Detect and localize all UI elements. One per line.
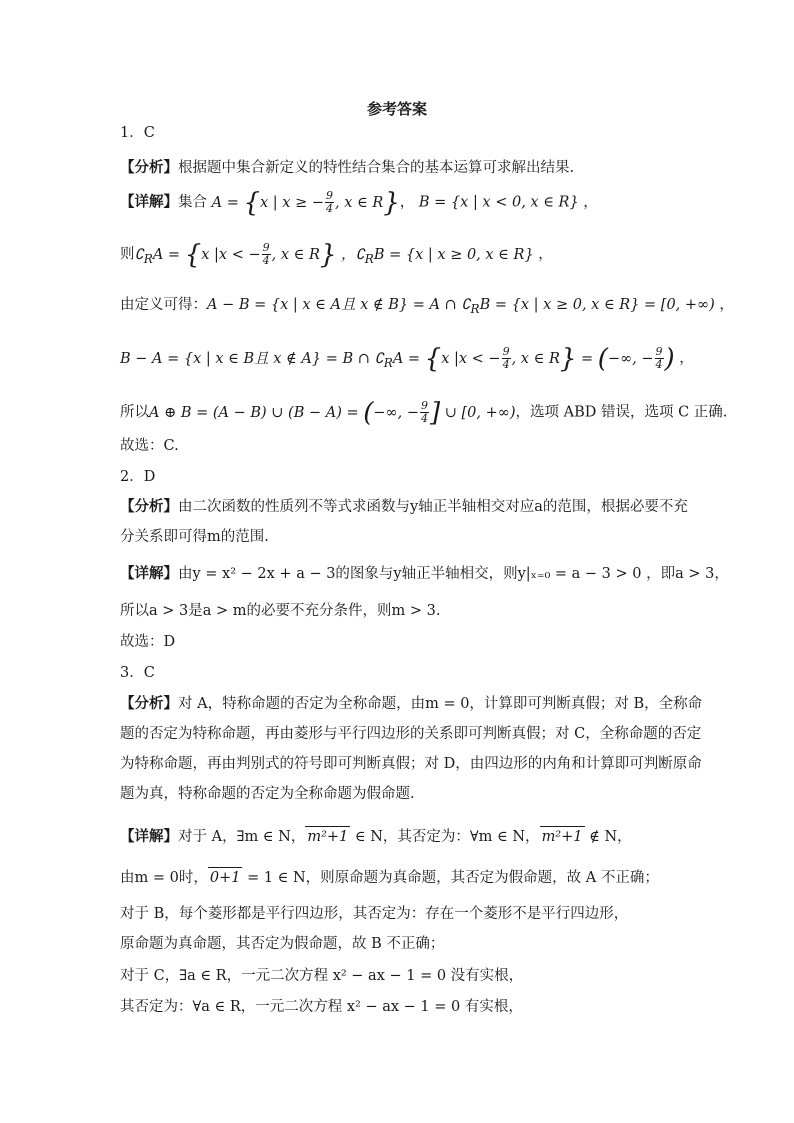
- math-expression: A ⊕ B = (A − B) ∪ (B − A) = (−∞, − $\frac{9}{4}$ ] ∪ [0, +∞): [149, 397, 516, 428]
- q3-detail-line3: 对于 B，每个菱形都是平行四边形，其否定为：存在一个菱形不是平行四边形，: [120, 906, 629, 922]
- q1-detail-line5: [120, 397, 728, 428]
- q1-answer: 故选：C.: [120, 438, 179, 454]
- math-expression: B − A = {x | x ∈ B且 x ∉ A} = B ∩ $∁_RA = \{x$ |x < − $\frac{9}{4}$ , x ∈ R} = (−∞, − $\frac{9}{4}$ ): [120, 343, 675, 374]
- q1-detail-text: 则: [120, 246, 135, 263]
- q2-detail: [120, 564, 729, 584]
- q3-analysis-text: 对 A，特称命题的否定为全称命题，由m = 0，计算即可判断真假；对 B，全称命: [178, 696, 703, 712]
- q2-analysis: [120, 497, 688, 517]
- q3-detail-line6: 其否定为：∀a ∈ R，一元二次方程 x² − ax − 1 = 0 有实根，: [120, 999, 523, 1015]
- q3-detail-text: = 1 ∈ N，则原命题为真命题，其否定为假命题，故 A 不正确；: [247, 870, 659, 886]
- q3-analysis-cont3: 题为真，特称命题的否定为全称命题为假命题.: [120, 786, 415, 802]
- math-expression: A − B = {x | x ∈ A且 x ∉ B} = A ∩ $∁_RB = \{x$ | x ≥ 0, x ∈ R} = [0, +∞): [207, 297, 715, 316]
- q1-detail-line3: 由定义可得：A − B = {x | x ∈ A且 x ∉ B} = A ∩ $∁_RB = \{x$ | x ≥ 0, x ∈ R} = [0, +∞) ，: [120, 297, 734, 316]
- q1-analysis-text: 根据题中集合新定义的特性结合集合的基本运算可求解出结果.: [178, 160, 575, 176]
- q3-detail-line4: 原命题为真命题，其否定为假命题，故 B 不正确；: [120, 936, 445, 952]
- page-title: 参考答案: [366, 100, 427, 118]
- q1-detail-text: ，选项 ABD 错误，选项 C 正确.: [515, 404, 728, 421]
- analysis-tag: 【分析】: [120, 160, 178, 176]
- math-expression: $∁_RA = \{x$ |x < − $\frac{9}{4}$ , x ∈ R} ，$∁_RB = \{x$ | x ≥ 0, x ∈ R}: [134, 239, 534, 270]
- comma: ，: [399, 194, 415, 211]
- q3-number: 3．C: [120, 665, 155, 681]
- q2-detail-text: 由y = x² − 2x + a − 3的图象与y轴正半轴相交，则y|ₓ₌₀ = a − 3 > 0 ，即a > 3，: [178, 566, 729, 582]
- q3-detail-text: 由m = 0时，: [120, 870, 208, 886]
- q1-detail-text: 集合: [178, 194, 207, 211]
- q3-detail-line1: [120, 826, 632, 847]
- sqrt-expression: m²+1: [540, 826, 585, 847]
- q2-analysis-text: 由二次函数的性质列不等式求函数与y轴正半轴相交对应a的范围，根据必要不充: [178, 499, 688, 515]
- q2-analysis-cont: 分关系即可得m的范围.: [120, 529, 269, 545]
- q2-answer: 故选：D: [120, 634, 176, 650]
- sqrt-expression: 0+1: [208, 867, 243, 888]
- q1-detail-text: 由定义可得：: [120, 297, 207, 313]
- q1-number: 1．C: [120, 125, 155, 141]
- q3-analysis-cont1: 题的否定为特称命题，再由菱形与平行四边形的关系即可判断真假；对 C，全称命题的否定: [120, 726, 702, 742]
- q1-detail-line4: B − A = {x | x ∈ B且 x ∉ A} = B ∩ $∁_RA = \{x$ |x < − $\frac{9}{4}$ , x ∈ R} = (−∞, − $\frac{9}{4}$ ) ，: [120, 343, 694, 374]
- q2-detail-line2: 所以a > 3是a > m的必要不充分条件，则m > 3.: [120, 603, 441, 619]
- math-expression: B = {x | x < 0, x ∈ R}: [418, 194, 579, 211]
- q3-analysis: [120, 694, 702, 714]
- analysis-tag: 【分析】: [120, 499, 178, 515]
- q1-detail-text: 所以: [120, 404, 149, 421]
- detail-tag: 【详解】: [120, 829, 178, 845]
- q3-detail-line5: 对于 C，∃a ∈ R，一元二次方程 x² − ax − 1 = 0 没有实根，: [120, 968, 524, 984]
- detail-tag: 【详解】: [120, 194, 178, 211]
- q1-detail-line1: 【详解】集合 A = {x | x ≥ − $\frac{9}{4}$ , x ∈ R}， B = {x | x < 0, x ∈ R} ，: [120, 187, 598, 218]
- q3-detail-text: ∉ N，: [589, 829, 632, 845]
- q3-detail-text: 对于 A，∃m ∈ N，: [178, 829, 306, 845]
- q1-analysis: [120, 158, 574, 178]
- q3-detail-line2: [120, 867, 659, 888]
- q2-number: 2．D: [120, 469, 156, 485]
- q3-analysis-cont2: 为特称命题，再由判别式的符号即可判断真假；对 D，由四边形的内角和计算即可判断原命: [120, 756, 702, 772]
- detail-tag: 【详解】: [120, 566, 178, 582]
- math-expression: A = {x | x ≥ − $\frac{9}{4}$ , x ∈ R}: [211, 187, 400, 218]
- q1-detail-line2: 则$∁_RA = \{x$ |x < − $\frac{9}{4}$ , x ∈ R} ，$∁_RB = \{x$ | x ≥ 0, x ∈ R} ，: [120, 239, 553, 270]
- analysis-tag: 【分析】: [120, 696, 178, 712]
- q3-detail-text: ∈ N，其否定为：∀m ∈ N，: [354, 829, 540, 845]
- sqrt-expression: m²+1: [305, 826, 350, 847]
